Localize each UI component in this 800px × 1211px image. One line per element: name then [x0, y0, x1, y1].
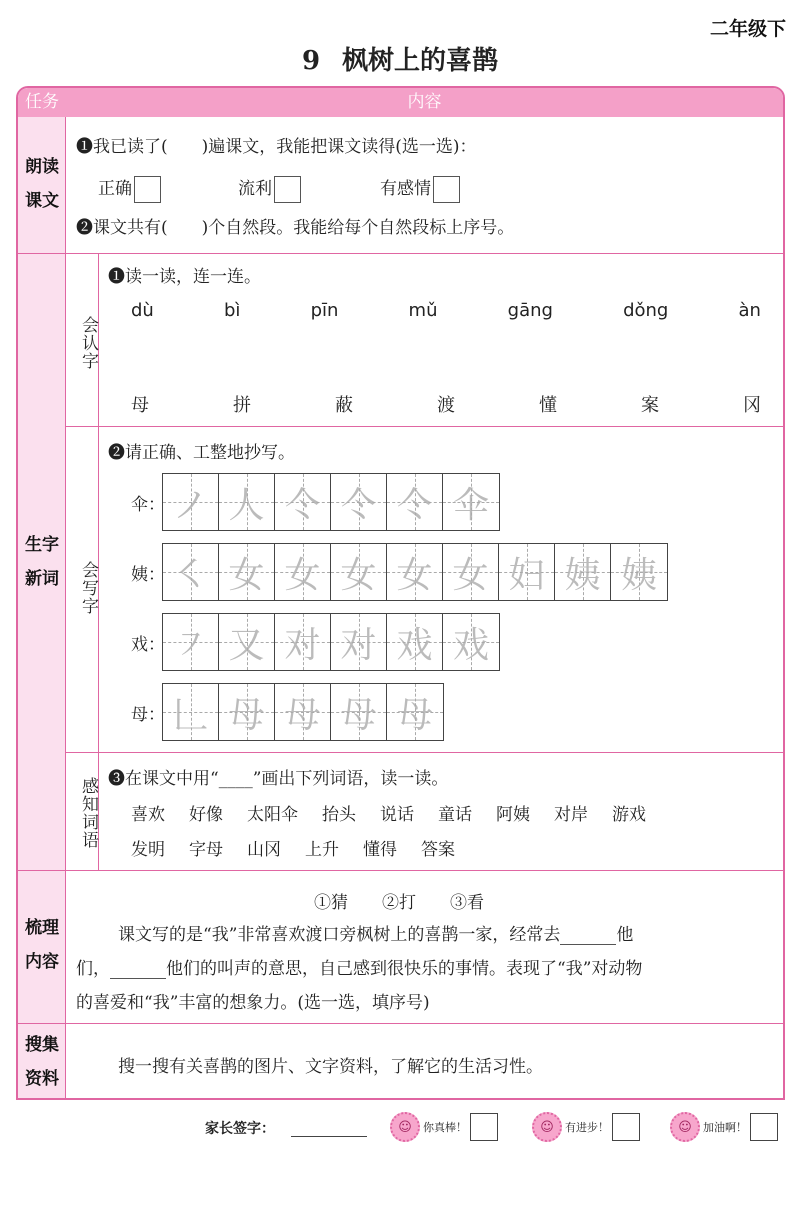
fill-blank-2[interactable]	[110, 961, 166, 979]
trace-cell[interactable]: 姨	[611, 544, 667, 600]
pinyin-item[interactable]: àn	[738, 300, 761, 321]
trace-cell[interactable]: 母	[219, 684, 275, 740]
pinyin-item[interactable]: pīn	[310, 300, 339, 321]
tracing-grid[interactable]	[162, 613, 500, 671]
grade-label: 二年级下	[709, 18, 786, 40]
sun-face-icon: ☺	[670, 1112, 700, 1142]
trace-cell[interactable]: 妇	[499, 544, 555, 600]
header-task: 任务	[25, 92, 59, 112]
trace-cell[interactable]: 母	[387, 684, 443, 740]
trace-cell[interactable]: 女	[275, 544, 331, 600]
char-item[interactable]: 案	[641, 395, 659, 416]
word-item[interactable]: 说话	[380, 805, 414, 825]
word-item[interactable]: 童话	[438, 805, 472, 825]
stamp-checkbox-cheer[interactable]	[750, 1113, 778, 1141]
pinyin-item[interactable]: dù	[131, 300, 154, 321]
write-char-label: 姨：	[131, 564, 165, 585]
collect-label: 搜集 资料	[25, 1035, 59, 1089]
pinyin-item[interactable]: gāng	[507, 300, 553, 321]
word-item[interactable]: 懂得	[363, 840, 397, 860]
signature-label: 家长签字：	[205, 1121, 275, 1137]
trace-cell[interactable]: 戏	[387, 614, 443, 670]
pinyin-row	[131, 300, 761, 321]
trace-cell[interactable]: 女	[387, 544, 443, 600]
word-item[interactable]: 对岸	[554, 805, 588, 825]
sort-choices: ①猜 ②打 ③看	[314, 893, 484, 913]
lesson-title: 枫树上的喜鹊	[342, 46, 499, 76]
stamp-progress: ☺ 有进步！	[532, 1112, 640, 1142]
lesson-number: 9	[301, 46, 321, 76]
worksheet-table	[16, 86, 785, 1100]
word-item[interactable]: 发明	[131, 840, 165, 860]
sun-face-icon: ☺	[532, 1112, 562, 1142]
tracing-grid[interactable]	[162, 683, 444, 741]
checkbox-expressive[interactable]	[433, 176, 460, 203]
table-header	[18, 88, 783, 117]
stamp-checkbox-great[interactable]	[470, 1113, 498, 1141]
word-item[interactable]: 山冈	[247, 840, 281, 860]
tracing-grid[interactable]	[162, 473, 500, 531]
sort-paragraph-line2: 们， 他们的叫声的意思，自己感到很快乐的事情。表现了“我”对动物	[76, 959, 643, 979]
trace-cell[interactable]: 姨	[555, 544, 611, 600]
trace-cell[interactable]: 𠃊	[163, 684, 219, 740]
perceive-instruction: ❸在课文中用“____”画出下列词语，读一读。	[108, 769, 449, 789]
sun-face-icon: ☺	[390, 1112, 420, 1142]
write-row-mu	[131, 683, 444, 741]
word-item[interactable]: 游戏	[612, 805, 646, 825]
trace-cell[interactable]: 仒	[331, 474, 387, 530]
trace-cell[interactable]: 女	[443, 544, 499, 600]
trace-cell[interactable]: 人	[219, 474, 275, 530]
trace-cell[interactable]: ノ	[163, 474, 219, 530]
word-item[interactable]: 喜欢	[131, 805, 165, 825]
trace-cell[interactable]: 对	[275, 614, 331, 670]
reading-q1: ❶我已读了( )遍课文，我能把课文读得(选一选)：	[76, 137, 477, 157]
reading-label: 朗读 课文	[25, 157, 59, 211]
sort-paragraph-line3: 的喜爱和“我”丰富的想象力。(选一选，填序号)	[76, 993, 430, 1013]
reading-option-expressive: 有感情	[380, 174, 460, 203]
tracing-grid[interactable]	[162, 543, 668, 601]
write-char-label: 伞：	[131, 494, 165, 515]
stamp-cheer: ☺ 加油啊！	[670, 1112, 778, 1142]
recognize-label: 会认字	[78, 316, 98, 370]
pinyin-item[interactable]: dǒng	[623, 300, 669, 321]
word-item[interactable]: 上升	[305, 840, 339, 860]
stamp-checkbox-progress[interactable]	[612, 1113, 640, 1141]
trace-cell[interactable]: ㇇	[163, 614, 219, 670]
new-words-label: 生字 新词	[25, 535, 59, 589]
fill-blank-1[interactable]	[560, 927, 616, 945]
trace-cell[interactable]: 仒	[387, 474, 443, 530]
trace-cell[interactable]: 仒	[275, 474, 331, 530]
perceive-words-row2	[131, 835, 479, 860]
trace-cell[interactable]: ㇛	[163, 544, 219, 600]
checkbox-fluent[interactable]	[274, 176, 301, 203]
write-row-yi	[131, 543, 668, 601]
write-instruction: ❷请正确、工整地抄写。	[108, 443, 295, 463]
reading-q2: ❷课文共有( )个自然段。我能给每个自然段标上序号。	[76, 218, 515, 238]
stamp-great: ☺ 你真棒！	[390, 1112, 498, 1142]
char-item[interactable]: 冈	[743, 395, 761, 416]
char-item[interactable]: 蔽	[335, 395, 353, 416]
char-row	[131, 391, 761, 417]
char-item[interactable]: 拼	[233, 395, 251, 416]
header-content: 内容	[407, 92, 442, 112]
signature-line[interactable]	[291, 1136, 367, 1137]
word-item[interactable]: 好像	[189, 805, 223, 825]
char-item[interactable]: 渡	[437, 395, 455, 416]
write-char-label: 母：	[131, 704, 165, 725]
reading-option-fluent: 流利	[238, 174, 301, 203]
char-item[interactable]: 懂	[539, 395, 557, 416]
trace-cell[interactable]: 对	[331, 614, 387, 670]
trace-cell[interactable]: 伞	[443, 474, 499, 530]
recognize-instruction: ❶读一读，连一连。	[108, 267, 261, 287]
word-item[interactable]: 答案	[421, 840, 455, 860]
perceive-label: 感知词语	[78, 777, 98, 849]
char-item[interactable]: 母	[131, 395, 149, 416]
word-item[interactable]: 字母	[189, 840, 223, 860]
pinyin-item[interactable]: bì	[223, 300, 241, 321]
trace-cell[interactable]: 女	[219, 544, 275, 600]
trace-cell[interactable]: 母	[331, 684, 387, 740]
sort-label: 梳理 内容	[25, 918, 59, 972]
footer	[0, 1112, 800, 1142]
reading-option-correct: 正确	[98, 174, 161, 203]
checkbox-correct[interactable]	[134, 176, 161, 203]
word-item[interactable]: 阿姨	[496, 805, 530, 825]
word-item[interactable]: 抬头	[322, 805, 356, 825]
trace-cell[interactable]: 又	[219, 614, 275, 670]
page-title	[0, 40, 800, 77]
trace-cell[interactable]: 母	[275, 684, 331, 740]
sort-paragraph-line1: 课文写的是“我”非常喜欢渡口旁枫树上的喜鹊一家，经常去 他	[118, 925, 634, 945]
pinyin-item[interactable]: mǔ	[408, 300, 438, 321]
write-row-san	[131, 473, 500, 531]
trace-cell[interactable]: 女	[331, 544, 387, 600]
word-item[interactable]: 太阳伞	[247, 805, 298, 825]
write-char-label: 戏：	[131, 634, 165, 655]
trace-cell[interactable]: 戏	[443, 614, 499, 670]
collect-text: 搜一搜有关喜鹊的图片、文字资料，了解它的生活习性。	[118, 1057, 543, 1077]
write-label: 会写字	[78, 561, 98, 615]
write-row-xi	[131, 613, 500, 671]
perceive-words-row1	[131, 800, 670, 825]
